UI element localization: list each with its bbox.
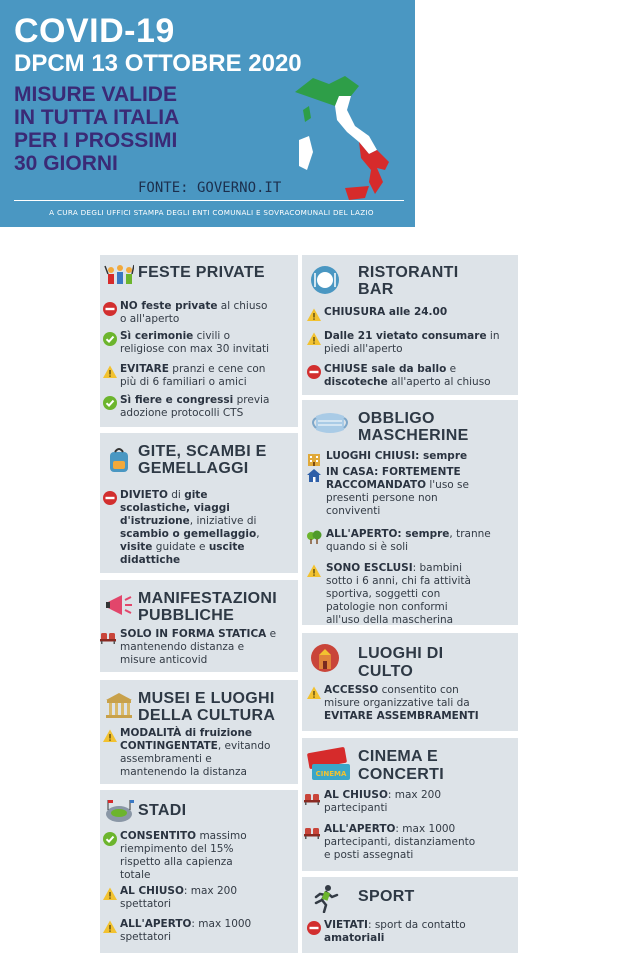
card-feste-private: [100, 255, 298, 427]
text: totale: [120, 869, 151, 881]
list-item: [120, 830, 294, 882]
text: al chiuso: [217, 300, 268, 312]
item-line: [326, 466, 514, 479]
item-line: [120, 489, 294, 502]
bold-text: NO feste private: [120, 300, 218, 312]
item-line: [324, 363, 514, 376]
card-luoghi-culto: [302, 633, 518, 731]
bold-text: CONSENTITO: [120, 830, 197, 842]
bold-text: IN CASA: FORTEMENTE: [326, 466, 461, 478]
text: pranzi e cene con: [168, 363, 266, 375]
text: , tranne: [449, 528, 491, 540]
list-item: [120, 330, 294, 356]
item-line: [324, 343, 514, 356]
list-item: [324, 330, 514, 356]
list-item: [326, 450, 514, 463]
text: piedi all'aperto: [324, 343, 403, 355]
text: rispetto alla capienza: [120, 856, 233, 868]
check-icon: [102, 331, 118, 347]
text: : max 1000: [191, 918, 252, 930]
list-item: [324, 363, 514, 389]
museum-icon: [104, 690, 134, 720]
bold-text: CONTINGENTATE: [120, 740, 218, 752]
item-line: [120, 753, 294, 766]
item-line: [120, 300, 294, 313]
cinema-tickets-icon: [306, 746, 352, 786]
text: misure organizzative tali da: [324, 697, 470, 709]
text: quando si è soli: [326, 541, 409, 553]
list-item: [120, 727, 294, 779]
text: all'uso della mascherina: [326, 614, 454, 626]
text: civili o: [193, 330, 231, 342]
megaphone-icon: [104, 590, 134, 620]
bold-text: scolastiche, viaggi: [120, 502, 230, 514]
list-item: [324, 306, 514, 319]
item-line: [120, 830, 294, 843]
text: : max 200: [387, 789, 442, 801]
bold-text: uscite: [208, 541, 245, 553]
item-line: [120, 931, 294, 944]
text: partecipanti, distanziamento: [324, 836, 476, 848]
item-line: [120, 394, 294, 407]
item-line: [324, 684, 514, 697]
list-item: [120, 363, 294, 389]
section-title: FESTE PRIVATE: [138, 264, 265, 281]
card-mascherine: [302, 400, 518, 625]
item-line: [120, 654, 294, 667]
text: e posti assegnati: [324, 849, 414, 861]
section-title: RISTORANTI: [358, 264, 459, 281]
house-icon: [306, 467, 322, 483]
text: partecipanti: [324, 802, 388, 814]
backpack-icon: [104, 445, 134, 475]
card-stadi: [100, 790, 298, 953]
bold-text: AL CHIUSO: [324, 789, 388, 801]
list-item: [120, 300, 294, 326]
bold-text: CHIUSURA alle 24.00: [324, 306, 448, 318]
no-entry-icon: [306, 920, 322, 936]
section-title: CINEMA E: [358, 748, 439, 765]
bold-text: scambio o gemellaggio: [120, 528, 257, 540]
item-line: [120, 313, 294, 326]
item-line: [324, 802, 514, 815]
bold-text: d'istruzione: [120, 515, 190, 527]
section-title: BAR: [358, 281, 394, 298]
list-item: [120, 885, 294, 911]
section-title: OBBLIGO: [358, 410, 435, 427]
bold-text: LUOGHI CHIUSI: sempre: [326, 450, 468, 462]
item-line: [324, 849, 514, 862]
italy-map-icon: [285, 70, 400, 210]
source-label: FONTE: GOVERNO.IT: [138, 180, 282, 196]
stadium-icon: [104, 796, 134, 826]
list-item: [120, 918, 294, 944]
item-line: [326, 528, 514, 541]
card-sport: [302, 877, 518, 953]
measure-line: IN TUTTA ITALIA: [14, 106, 180, 129]
bold-text: AL CHIUSO: [120, 885, 184, 897]
item-line: [120, 541, 294, 554]
list-item: [326, 528, 514, 554]
text: mantenendo distanza e: [120, 641, 245, 653]
text: mantenendo la distanza: [120, 766, 247, 778]
bold-text: Dalle 21 vietato consumare: [324, 330, 487, 342]
bold-text: didattiche: [120, 554, 181, 566]
item-line: [120, 502, 294, 515]
item-line: [120, 363, 294, 376]
bold-text: gite: [184, 489, 208, 501]
item-line: [120, 843, 294, 856]
item-line: [120, 885, 294, 898]
item-line: [120, 554, 294, 567]
list-item: [326, 466, 514, 518]
no-entry-icon: [306, 364, 322, 380]
seats-icon: [100, 629, 116, 645]
building-icon: [306, 451, 322, 467]
bold-text: EVITARE: [120, 363, 169, 375]
check-icon: [102, 395, 118, 411]
plate-cutlery-icon: [310, 265, 340, 295]
warning-icon: [102, 919, 118, 935]
item-line: [120, 898, 294, 911]
bold-text: ALL'APERTO: sempre: [326, 528, 450, 540]
bold-text: VIETATI: [324, 919, 368, 931]
face-mask-icon: [308, 408, 352, 438]
section-title: GITE, SCAMBI E: [138, 443, 267, 460]
text: : max 1000: [395, 823, 456, 835]
text: massimo: [196, 830, 247, 842]
card-manifestazioni: [100, 580, 298, 672]
text: spettatori: [120, 931, 172, 943]
list-item: [120, 489, 294, 567]
text: sportiva, soggetti con: [326, 588, 441, 600]
bold-text: EVITARE ASSEMBRAMENTI: [324, 710, 479, 722]
text: l'uso se: [426, 479, 469, 491]
bold-text: ALL'APERTO: [324, 823, 396, 835]
item-line: [324, 376, 514, 389]
no-entry-icon: [102, 490, 118, 506]
warning-icon: [102, 728, 118, 744]
text: presenti persone non: [326, 492, 438, 504]
list-item: [324, 823, 514, 862]
text: o all'aperto: [120, 313, 180, 325]
section-title: SPORT: [358, 888, 415, 905]
list-item: [326, 562, 514, 627]
section-title: CULTO: [358, 663, 414, 680]
card-ristoranti: [302, 255, 518, 395]
text: di: [167, 489, 185, 501]
item-line: [120, 343, 294, 356]
item-line: [120, 628, 294, 641]
section-title: DELLA CULTURA: [138, 707, 276, 724]
item-line: [120, 766, 294, 779]
item-line: [326, 614, 514, 627]
text: ,: [256, 528, 260, 540]
item-line: [324, 710, 514, 723]
measure-line: MISURE VALIDE: [14, 83, 177, 106]
text: religiose con max 30 invitati: [120, 343, 270, 355]
measure-line: PER I PROSSIMI: [14, 129, 178, 152]
warning-icon: [306, 307, 322, 323]
text: guidate e: [152, 541, 209, 553]
text: : bambini: [412, 562, 462, 574]
bold-text: ALL'APERTO: [120, 918, 192, 930]
text: e: [446, 363, 457, 375]
text: previa: [233, 394, 270, 406]
text: , iniziative di: [189, 515, 257, 527]
text: : sport da contatto: [367, 919, 466, 931]
bold-text: visite: [120, 541, 153, 553]
item-line: [120, 727, 294, 740]
bold-text: CHIUSE sale da ballo: [324, 363, 447, 375]
bold-text: discoteche: [324, 376, 388, 388]
bold-text: amatoriali: [324, 932, 385, 944]
main-title: COVID-19: [14, 12, 175, 50]
section-title: GEMELLAGGI: [138, 460, 249, 477]
text: patologie non conformi: [326, 601, 448, 613]
seats-icon: [304, 824, 320, 840]
item-line: [324, 823, 514, 836]
text: : max 200: [183, 885, 238, 897]
header-banner: [0, 0, 415, 227]
item-line: [324, 789, 514, 802]
item-line: [326, 505, 514, 518]
list-item: [324, 789, 514, 815]
bold-text: Sì fiere e congressi: [120, 394, 234, 406]
item-line: [120, 376, 294, 389]
check-icon: [102, 831, 118, 847]
item-line: [326, 588, 514, 601]
section-title: LUOGHI DI: [358, 645, 444, 662]
item-line: [326, 575, 514, 588]
section-title: MUSEI E LUOGHI: [138, 690, 275, 707]
credit-line: A CURA DEGLI UFFICI STAMPA DEGLI ENTI COMUNALI E SOVRACOMUNALI DEL LAZIO: [49, 208, 374, 217]
text: consentito con: [378, 684, 459, 696]
warning-icon: [306, 685, 322, 701]
item-line: [120, 515, 294, 528]
text: più di 6 familiari o amici: [120, 376, 247, 388]
party-people-icon: [104, 262, 134, 292]
no-entry-icon: [102, 301, 118, 317]
item-line: [120, 918, 294, 931]
text: conviventi: [326, 505, 381, 517]
warning-icon: [102, 886, 118, 902]
item-line: [120, 528, 294, 541]
bold-text: Sì cerimonie: [120, 330, 194, 342]
text: e: [266, 628, 277, 640]
item-line: [120, 856, 294, 869]
item-line: [120, 869, 294, 882]
bold-text: SOLO IN FORMA STATICA: [120, 628, 267, 640]
section-title: MASCHERINE: [358, 427, 469, 444]
text: in: [486, 330, 500, 342]
item-line: [326, 479, 514, 492]
item-line: [120, 641, 294, 654]
text: adozione protocolli CTS: [120, 407, 244, 419]
card-gite-scambi: [100, 433, 298, 573]
list-item: [120, 394, 294, 420]
section-title: PUBBLICHE: [138, 607, 235, 624]
text: spettatori: [120, 898, 172, 910]
text: assembramenti e: [120, 753, 212, 765]
seats-icon: [304, 790, 320, 806]
warning-icon: [306, 331, 322, 347]
list-item: [324, 684, 514, 723]
item-line: [324, 697, 514, 710]
item-line: [326, 562, 514, 575]
church-icon: [310, 643, 340, 673]
warning-icon: [306, 563, 322, 579]
decree-subtitle: DPCM 13 OTTOBRE 2020: [14, 50, 302, 77]
runner-icon: [310, 883, 340, 913]
bold-text: ACCESSO: [324, 684, 379, 696]
card-musei: [100, 680, 298, 784]
item-line: [326, 492, 514, 505]
item-line: [120, 330, 294, 343]
item-line: [324, 836, 514, 849]
card-cinema-concerti: [302, 738, 518, 871]
warning-icon: [102, 364, 118, 380]
bold-text: DIVIETO: [120, 489, 168, 501]
list-item: [120, 628, 294, 667]
item-line: [326, 450, 514, 463]
item-line: [324, 330, 514, 343]
item-line: [324, 919, 514, 932]
item-line: [324, 306, 514, 319]
list-item: [324, 919, 514, 945]
item-line: [326, 541, 514, 554]
text: , evitando: [217, 740, 271, 752]
section-title: MANIFESTAZIONI: [138, 590, 278, 607]
text: all'aperto al chiuso: [387, 376, 491, 388]
bold-text: MODALITÀ di fruizione: [120, 727, 253, 739]
measure-line: 30 GIORNI: [14, 152, 118, 175]
ticket-text: CINEMA: [315, 770, 347, 778]
item-line: [324, 932, 514, 945]
section-title: CONCERTI: [358, 766, 444, 783]
item-line: [120, 407, 294, 420]
bold-text: SONO ESCLUSI: [326, 562, 413, 574]
item-line: [120, 740, 294, 753]
tree-icon: [306, 529, 322, 545]
item-line: [326, 601, 514, 614]
text: riempimento del 15%: [120, 843, 234, 855]
text: sotto i 6 anni, chi fa attività: [326, 575, 471, 587]
text: misure anticovid: [120, 654, 208, 666]
bold-text: RACCOMANDATO: [326, 479, 427, 491]
section-title: STADI: [138, 802, 187, 819]
header-divider: [14, 200, 404, 201]
